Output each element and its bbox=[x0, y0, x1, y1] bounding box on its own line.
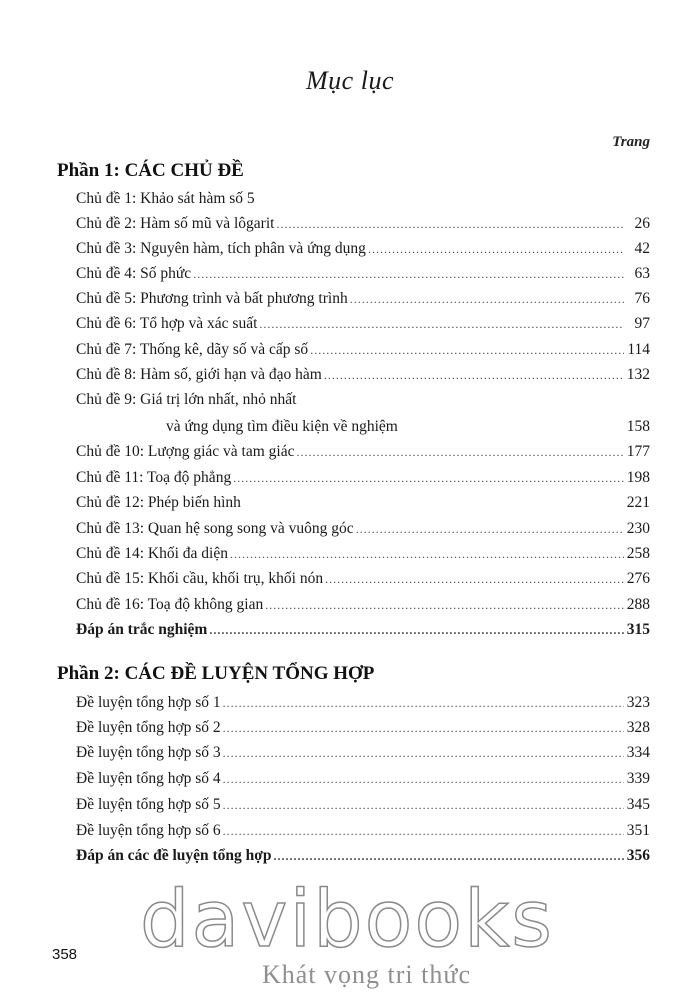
toc-entry-label: Chủ đề 6: Tổ hợp và xác suất bbox=[76, 315, 258, 332]
toc-entry-label: và ứng dụng tìm điều kiện về nghiệm bbox=[166, 418, 398, 435]
toc-entry-page: 63 bbox=[634, 265, 650, 282]
toc-entry-page: 158 bbox=[626, 418, 650, 435]
toc-entry bbox=[76, 215, 650, 237]
toc-entry-page: 42 bbox=[634, 240, 650, 257]
leader-dots bbox=[368, 242, 624, 257]
toc-entry-label: Đề luyện tổng hợp số 2 bbox=[76, 719, 221, 736]
toc-entry-label: Đề luyện tổng hợp số 1 bbox=[76, 694, 221, 711]
leader-dots bbox=[223, 721, 624, 736]
toc-entry-label: Chủ đề 16: Toạ độ không gian bbox=[76, 596, 264, 613]
leader-dots bbox=[310, 343, 624, 358]
toc-entry-page: 288 bbox=[626, 596, 650, 613]
toc-entry-label: Chủ đề 7: Thống kê, dãy số và cấp số bbox=[76, 341, 309, 358]
toc-entry bbox=[76, 719, 650, 741]
toc-entry-label: Chủ đề 12: Phép biến hình bbox=[76, 494, 241, 511]
toc-entry-label: Chủ đề 15: Khối cầu, khối trụ, khối nón bbox=[76, 570, 324, 587]
toc-entry-label: Chủ đề 11: Toạ độ phẳng bbox=[76, 469, 232, 486]
toc-entry bbox=[76, 694, 650, 716]
toc-entry-label: Chủ đề 9: Giá trị lớn nhất, nhỏ nhất bbox=[76, 391, 297, 408]
leader-dots bbox=[223, 696, 624, 711]
leader-dots bbox=[223, 746, 624, 761]
toc-entry-page: 323 bbox=[626, 694, 650, 711]
toc-entry-page: 230 bbox=[626, 520, 650, 537]
toc-entry-label: Chủ đề 2: Hàm số mũ và lôgarit bbox=[76, 215, 275, 232]
toc-entry bbox=[76, 520, 650, 542]
toc-title: Mục lục bbox=[306, 66, 394, 95]
leader-dots bbox=[325, 572, 624, 587]
page-number: 358 bbox=[52, 946, 78, 963]
leader-dots bbox=[233, 471, 624, 486]
leader-dots bbox=[230, 547, 624, 562]
leader-dots bbox=[273, 849, 624, 864]
toc-entry-label: Chủ đề 1: Khảo sát hàm số 5 bbox=[76, 190, 255, 207]
toc-entry-page: 315 bbox=[626, 621, 650, 638]
toc-entry-page: 339 bbox=[626, 770, 650, 787]
part1-heading: Phần 1: CÁC CHỦ ĐỀ bbox=[57, 160, 244, 181]
toc-entry bbox=[76, 570, 650, 592]
toc-entry bbox=[76, 770, 650, 792]
toc-entry-answers bbox=[76, 847, 650, 869]
toc-entry-label: Chủ đề 5: Phương trình và bất phương trình bbox=[76, 290, 348, 307]
leader-dots bbox=[193, 267, 624, 282]
leader-dots bbox=[259, 317, 624, 332]
watermark-tagline: Khát vọng tri thức bbox=[262, 960, 472, 989]
toc-entry bbox=[76, 596, 650, 618]
leader-dots bbox=[356, 522, 624, 537]
toc-entry-label: Đáp án các đề luyện tổng hợp bbox=[76, 847, 272, 864]
leader-dots bbox=[223, 772, 624, 787]
toc-entry bbox=[76, 315, 650, 337]
toc-entry bbox=[76, 341, 650, 363]
toc-entry bbox=[76, 265, 650, 287]
toc-entry-label: Chủ đề 14: Khối đa diện bbox=[76, 545, 228, 562]
toc-entry-label: Đề luyện tổng hợp số 5 bbox=[76, 796, 221, 813]
toc-entry bbox=[76, 796, 650, 818]
toc-entry-page: 177 bbox=[626, 443, 650, 460]
toc-entry bbox=[76, 366, 650, 388]
toc-entry bbox=[76, 443, 650, 465]
leader-dots bbox=[223, 798, 624, 813]
leader-dots bbox=[223, 824, 624, 839]
leader-dots bbox=[209, 623, 624, 638]
toc-entry-label: Đề luyện tổng hợp số 6 bbox=[76, 822, 221, 839]
toc-entry-answers bbox=[76, 621, 650, 643]
leader-dots bbox=[296, 445, 624, 460]
toc-entry-page: 132 bbox=[626, 366, 650, 383]
toc-entry-page: 356 bbox=[626, 847, 650, 864]
toc-entry-label: Chủ đề 10: Lượng giác và tam giác bbox=[76, 443, 295, 460]
toc-entry-label: Đề luyện tổng hợp số 4 bbox=[76, 770, 221, 787]
page-column-label: Trang bbox=[612, 134, 650, 150]
toc-entry-page: 258 bbox=[626, 545, 650, 562]
toc-entry-label: Chủ đề 4: Số phức bbox=[76, 265, 192, 282]
toc-entry bbox=[76, 240, 650, 262]
toc-entry bbox=[76, 545, 650, 567]
toc-entry-continued bbox=[166, 418, 650, 440]
toc-entry bbox=[76, 290, 650, 312]
toc-entry-page: 351 bbox=[626, 822, 650, 839]
toc-entry-label: Chủ đề 8: Hàm số, giới hạn và đạo hàm bbox=[76, 366, 322, 383]
toc-entry bbox=[76, 744, 650, 766]
toc-entry-page: 328 bbox=[626, 719, 650, 736]
toc-entry-page: 345 bbox=[626, 796, 650, 813]
toc-entry-page: 76 bbox=[634, 290, 650, 307]
leader-dots bbox=[276, 217, 624, 232]
watermark-brand: davibooks bbox=[140, 875, 554, 965]
leader-dots bbox=[324, 368, 624, 383]
toc-entry bbox=[76, 391, 650, 413]
toc-entry bbox=[76, 494, 650, 516]
toc-entry bbox=[76, 822, 650, 844]
part2-heading: Phần 2: CÁC ĐỀ LUYỆN TỔNG HỢP bbox=[57, 663, 375, 684]
leader-dots bbox=[350, 292, 624, 307]
toc-entry-page: 334 bbox=[626, 744, 650, 761]
toc-entry bbox=[76, 469, 650, 491]
toc-entry-page: 276 bbox=[626, 570, 650, 587]
toc-entry-label: Đề luyện tổng hợp số 3 bbox=[76, 744, 221, 761]
toc-entry-page: 114 bbox=[627, 341, 650, 358]
leader-dots bbox=[265, 598, 624, 613]
toc-entry-page: 26 bbox=[634, 215, 650, 232]
toc-entry bbox=[76, 190, 650, 212]
toc-entry-label: Chủ đề 3: Nguyên hàm, tích phân và ứng dụng bbox=[76, 240, 366, 257]
toc-entry-label: Chủ đề 13: Quan hệ song song và vuông góc bbox=[76, 520, 354, 537]
toc-entry-page: 221 bbox=[626, 494, 650, 511]
toc-entry-page: 198 bbox=[626, 469, 650, 486]
toc-entry-page: 97 bbox=[634, 315, 650, 332]
toc-entry-label: Đáp án trắc nghiệm bbox=[76, 621, 208, 638]
